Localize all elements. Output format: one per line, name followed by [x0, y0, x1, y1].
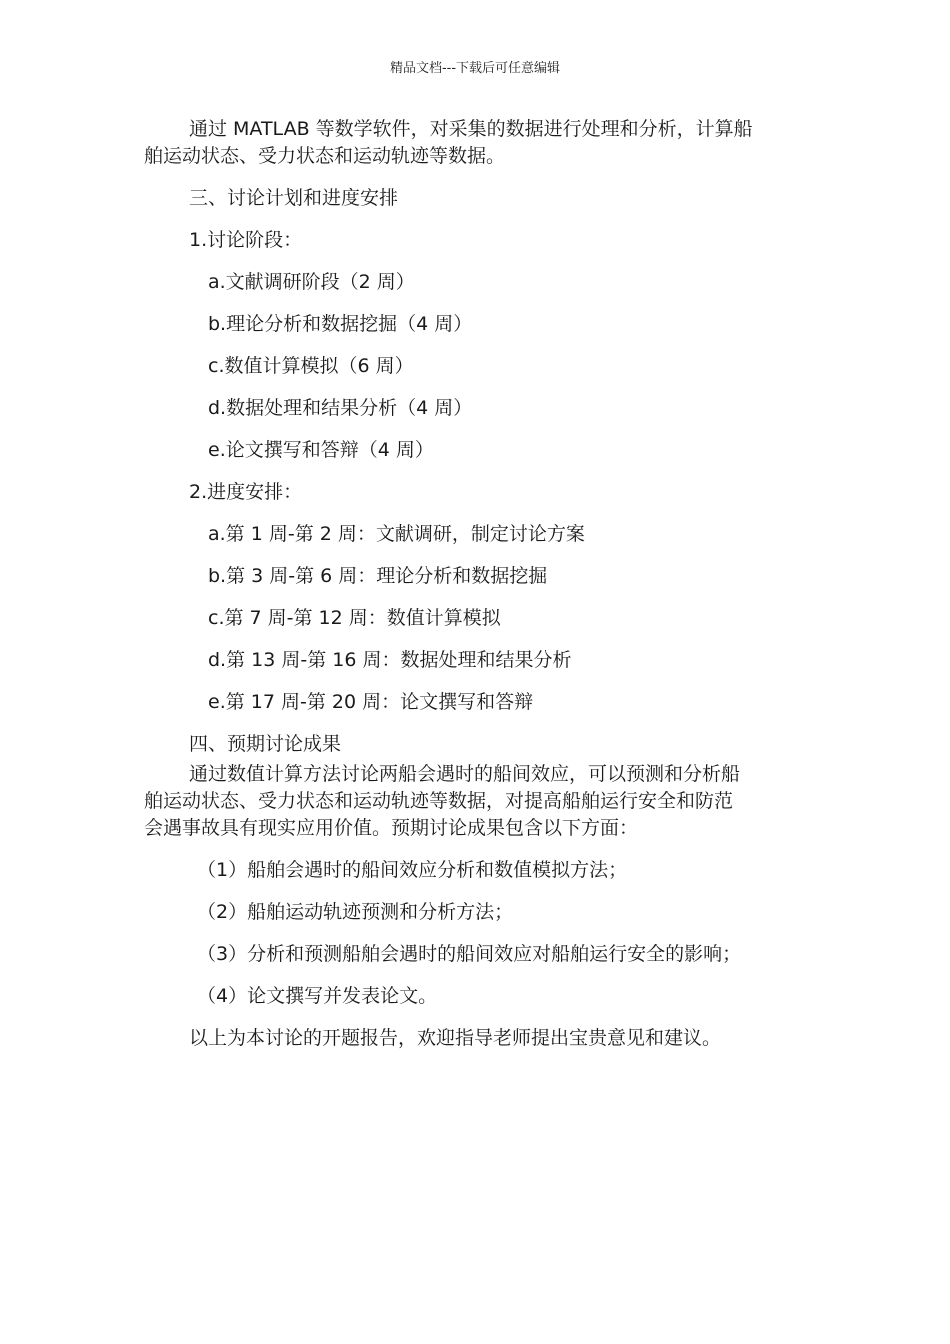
schedule-item: c.第 7 周-第 12 周：数值计算模拟	[208, 607, 501, 629]
section-4-title: 四、预期讨论成果	[189, 733, 342, 755]
stage-item: a.文献调研阶段（2 周）	[208, 271, 415, 293]
stage-item: b.理论分析和数据挖掘（4 周）	[208, 313, 473, 335]
stage-item: e.论文撰写和答辩（4 周）	[208, 439, 434, 461]
outcome-item: （3）分析和预测船舶会遇时的船间效应对船舶运行安全的影响；	[197, 943, 742, 965]
schedule-heading: 2.进度安排：	[189, 481, 303, 503]
outcomes-line-3: 会遇事故具有现实应用价值。预期讨论成果包含以下方面：	[144, 817, 639, 839]
schedule-item: d.第 13 周-第 16 周：数据处理和结果分析	[208, 649, 572, 671]
schedule-item: b.第 3 周-第 6 周：理论分析和数据挖掘	[208, 565, 548, 587]
schedule-item: e.第 17 周-第 20 周：论文撰写和答辩	[208, 691, 534, 713]
intro-line-1: 通过 MATLAB 等数学软件，对采集的数据进行处理和分析，计算船	[189, 118, 753, 140]
stage-item: c.数值计算模拟（6 周）	[208, 355, 414, 377]
stage-item: d.数据处理和结果分析（4 周）	[208, 397, 473, 419]
page-header: 精品文档---下载后可任意编辑	[389, 61, 561, 76]
section-3-title: 三、讨论计划和进度安排	[189, 187, 399, 209]
outcome-item: （4）论文撰写并发表论文。	[197, 985, 438, 1007]
document-body	[144, 116, 804, 1067]
intro-line-2: 舶运动状态、受力状态和运动轨迹等数据。	[144, 145, 506, 167]
outcome-item: （1）船舶会遇时的船间效应分析和数值模拟方法；	[197, 859, 628, 881]
outcomes-line-2: 舶运动状态、受力状态和运动轨迹等数据，对提高船舶运行安全和防范	[144, 790, 734, 812]
intro-paragraph	[144, 116, 804, 170]
outcomes-paragraph	[144, 761, 804, 842]
closing-statement: 以上为本讨论的开题报告，欢迎指导老师提出宝贵意见和建议。	[189, 1027, 722, 1049]
outcome-item: （2）船舶运动轨迹预测和分析方法；	[197, 901, 514, 923]
stages-heading: 1.讨论阶段：	[189, 229, 303, 251]
outcomes-line-1: 通过数值计算方法讨论两船会遇时的船间效应，可以预测和分析船	[189, 763, 741, 785]
schedule-item: a.第 1 周-第 2 周：文献调研，制定讨论方案	[208, 523, 585, 545]
